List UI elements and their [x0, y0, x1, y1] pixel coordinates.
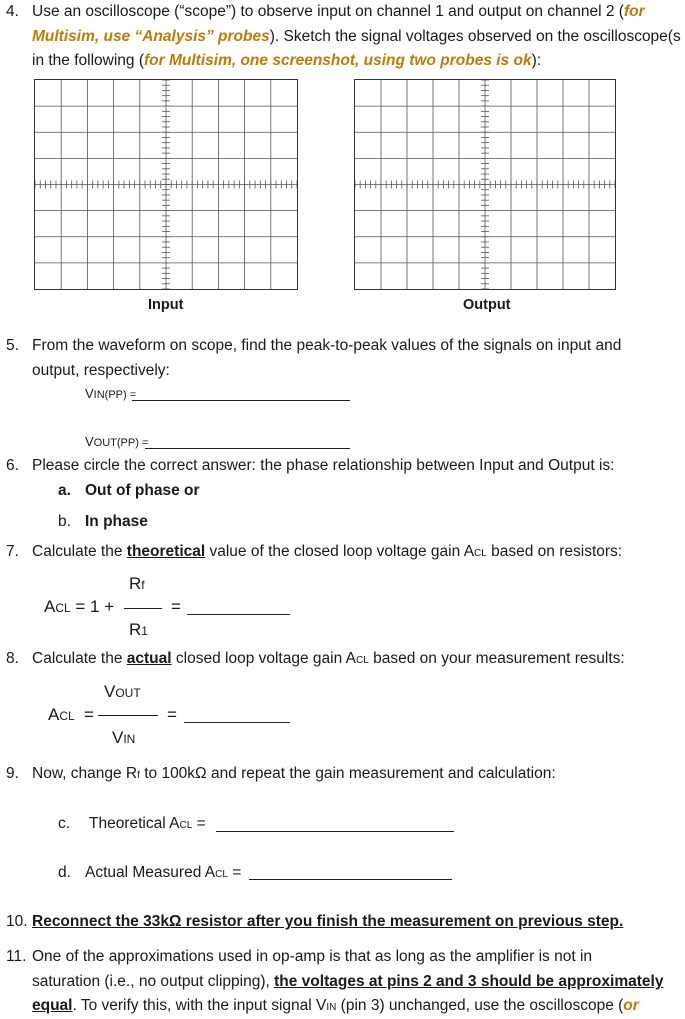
q7-num-main: R	[129, 574, 142, 593]
vout-pp-label	[85, 434, 148, 449]
q5-line2: output, respectively:	[32, 362, 170, 379]
q4-text3c: ):	[531, 52, 542, 69]
q8-actual: actual	[126, 650, 172, 667]
q4-emph: for	[623, 3, 645, 20]
vin-pp-answer-line[interactable]	[132, 400, 350, 401]
q7-answer-line[interactable]	[187, 614, 290, 615]
q9-d-answer-line[interactable]	[249, 879, 452, 880]
vin-pp-label	[85, 386, 136, 401]
q7-lhs	[44, 597, 114, 617]
q7-numerator	[129, 574, 145, 594]
q7-one-plus: = 1 +	[70, 597, 115, 616]
q7-text-d: based on resistors:	[486, 543, 623, 560]
q11-text-2a: saturation (i.e., no output clipping),	[32, 973, 275, 990]
q9-number: 9.	[6, 765, 19, 782]
vin-sub: IN(PP)	[93, 389, 127, 401]
q4-emph2: Multisim, use “Analysis” probes	[32, 28, 270, 45]
q8-lhs-main: A	[48, 705, 60, 724]
q7-den-sub: 1	[141, 624, 148, 638]
q11-line3	[32, 997, 639, 1015]
q9-d-sub: CL	[215, 869, 228, 880]
q4-line3	[32, 52, 541, 70]
q9-text-b: to 100kΩ and repeat the gain measurement and calculation:	[139, 765, 556, 782]
q4-text: Use an oscilloscope (“scope”) to observe input on channel 1 and output on channel 2 (	[32, 3, 624, 20]
q8-num-sub: OUT	[115, 686, 141, 700]
q7-theoretical: theoretical	[126, 543, 206, 560]
q7-lhs-main: A	[44, 597, 56, 616]
q8-number: 8.	[6, 650, 19, 667]
q4-line2	[32, 28, 681, 46]
q11-sub: IN	[326, 1002, 337, 1013]
q8-lhs-sub: CL	[59, 709, 75, 723]
q8-num-main: V	[104, 682, 116, 701]
q5-line1: From the waveform on scope, find the peak-to-peak values of the signals on input and	[32, 337, 622, 354]
q11-number: 11.	[6, 948, 27, 965]
vin-main: V	[85, 386, 94, 401]
q8-text-d: based on your measurement results:	[368, 650, 625, 667]
q8-numerator	[104, 682, 141, 702]
q4-number: 4.	[6, 3, 19, 20]
q6-option-b[interactable]: In phase	[85, 513, 148, 530]
output-label: Output	[463, 297, 511, 313]
q9-text-a: Now, change R	[32, 765, 138, 782]
q9-c-eq: =	[192, 815, 206, 832]
q8-lhs	[48, 705, 75, 725]
q7-den-main: R	[129, 620, 142, 639]
q11-emph: the voltages at pins 2 and 3 should be approximately	[274, 973, 664, 990]
q11-text-3c: (pin 3) unchanged, use the oscilloscope (	[336, 997, 624, 1014]
q8-answer-line[interactable]	[184, 722, 290, 723]
q9-c-letter: c.	[58, 815, 71, 832]
q9-d-text: Actual Measured A	[85, 864, 216, 881]
q4-emph3: for Multisim, one screenshot, using two probes is ok	[144, 52, 532, 69]
q4-text2: ). Sketch the signal voltages observed on the oscilloscope(s	[269, 28, 681, 45]
q11-text-3b: . To verify this, with the input signal V	[72, 997, 327, 1014]
q8-eq1: =	[84, 705, 94, 724]
output-scope-grid	[354, 79, 616, 290]
q6-option-a[interactable]: Out of phase or	[85, 482, 200, 499]
q10-number: 10.	[6, 913, 28, 930]
q8-equals: =	[167, 705, 177, 724]
q6-option-b-letter: b.	[58, 513, 71, 530]
q8-denominator	[112, 728, 135, 748]
q9-c-answer-line[interactable]	[216, 831, 454, 832]
q11-or: or	[623, 997, 639, 1014]
input-label: Input	[148, 297, 184, 313]
q7-fraction-bar	[124, 608, 162, 609]
q7-num-sub: f	[141, 578, 145, 592]
vout-eq: =	[138, 437, 149, 449]
vout-sub: OUT(PP)	[93, 437, 139, 449]
q9-d-eq: =	[227, 864, 242, 881]
q7-text-sub: CL	[474, 548, 487, 559]
q9-c-text: Theoretical A	[89, 815, 180, 832]
q7-number: 7.	[6, 543, 19, 560]
q8-text-sub: CL	[356, 655, 369, 666]
q8-den-main: V	[112, 728, 124, 747]
q11-line1: One of the approximations used in op-amp is that as long as the amplifier is not in	[32, 948, 593, 965]
q7-denominator	[129, 620, 148, 640]
q9-text-sub: f	[137, 770, 140, 781]
q8-fraction-bar	[98, 715, 158, 716]
q6-number: 6.	[6, 457, 19, 474]
q7-equals: =	[171, 597, 181, 616]
q9-d-letter: d.	[58, 864, 71, 881]
vout-main: V	[85, 434, 94, 449]
q9-c-sub: CL	[179, 820, 193, 831]
q7-text-c: value of the closed loop voltage gain A	[205, 543, 475, 560]
q9-c-label	[89, 815, 206, 833]
q8-text-c: closed loop voltage gain A	[171, 650, 357, 667]
q8-text	[32, 650, 625, 668]
q6-option-a-letter: a.	[58, 482, 71, 499]
vin-eq: =	[126, 389, 137, 401]
q4-line1	[32, 3, 645, 21]
q4-text3a: in the following (	[32, 52, 145, 69]
q9-text	[32, 765, 556, 783]
q7-text-a: Calculate the	[32, 543, 127, 560]
q11-equal: equal	[32, 997, 73, 1014]
q9-d-label	[85, 864, 241, 882]
vout-pp-answer-line[interactable]	[145, 448, 350, 449]
q8-den-sub: IN	[123, 732, 136, 746]
q7-text	[32, 543, 622, 561]
input-scope-grid	[34, 79, 298, 290]
q6-text: Please circle the correct answer: the phase relationship between Input and Output is:	[32, 457, 615, 474]
q5-number: 5.	[6, 337, 19, 354]
q11-line2	[32, 973, 663, 991]
q8-text-a: Calculate the	[32, 650, 127, 667]
q10-text: Reconnect the 33kΩ resistor after you finish the measurement on previous step.	[32, 913, 624, 930]
q7-lhs-sub: CL	[55, 601, 71, 615]
